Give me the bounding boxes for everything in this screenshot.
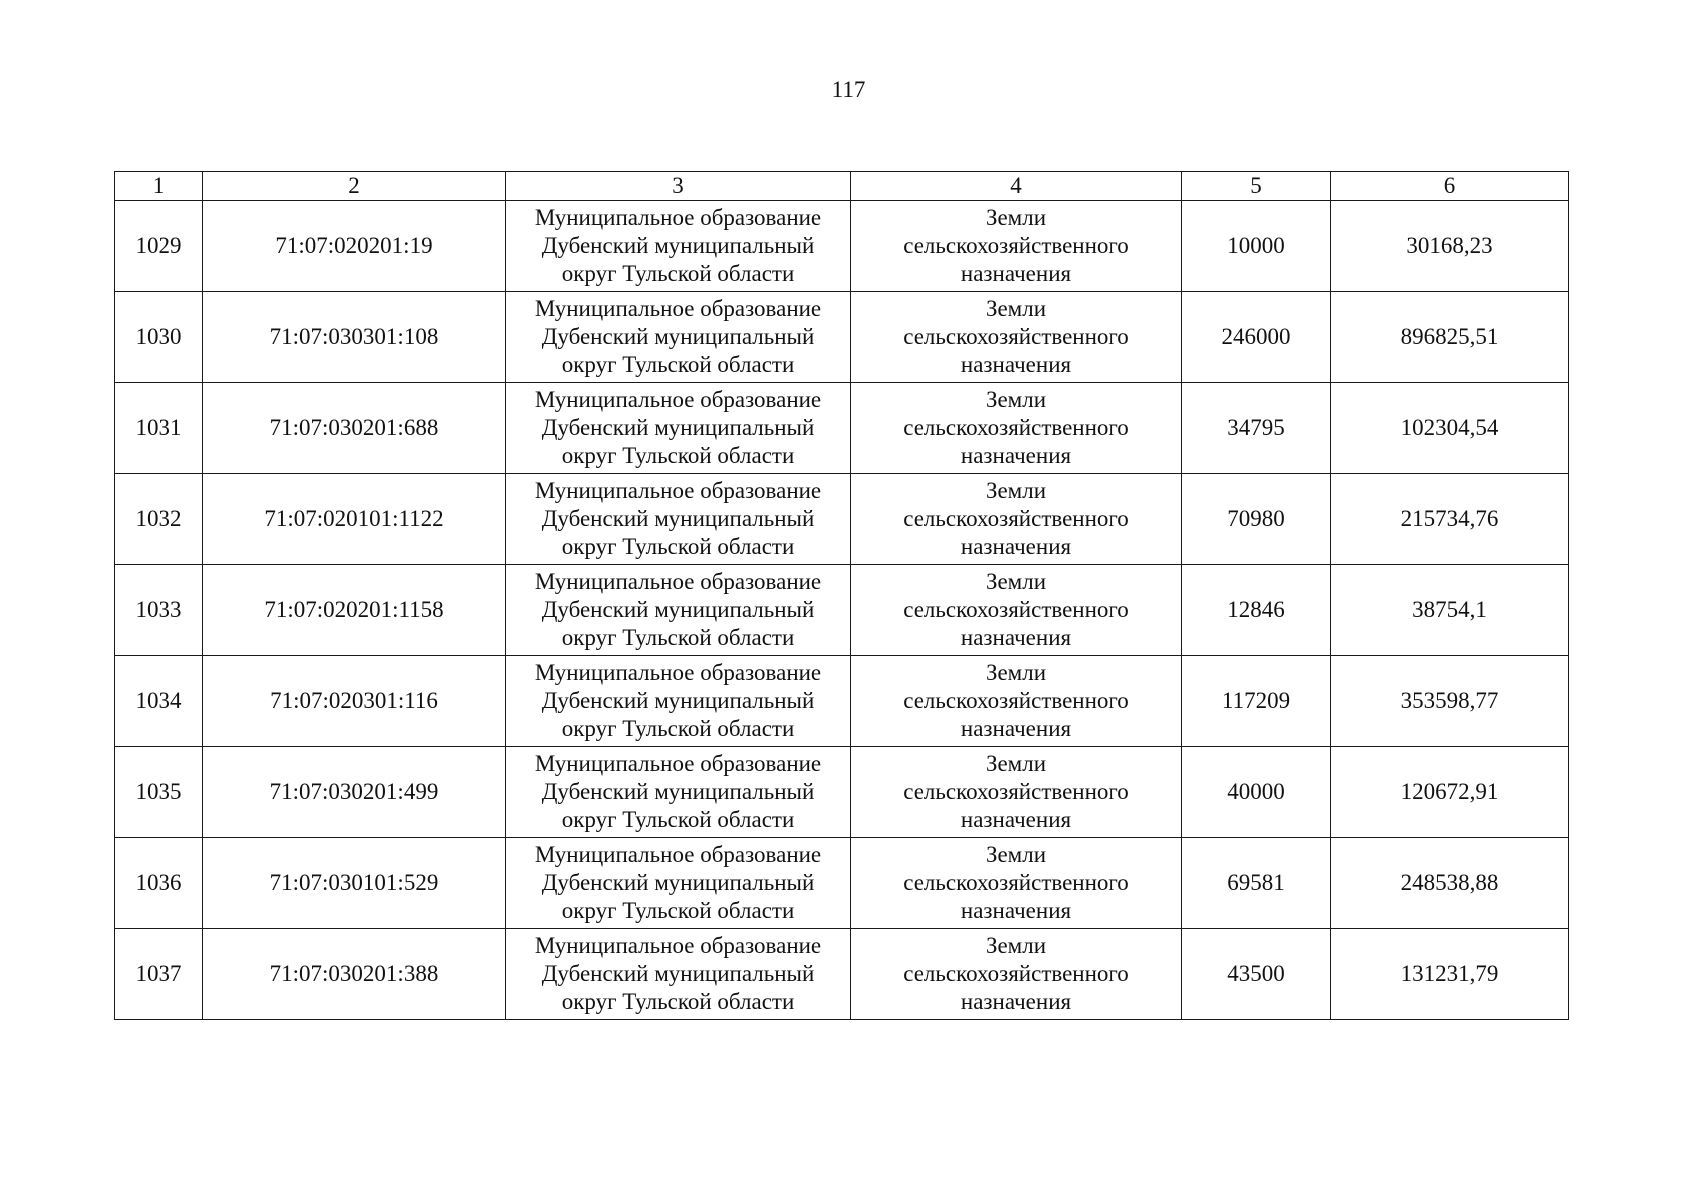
cadastral-number: 71:07:020101:1122 bbox=[264, 506, 444, 531]
land-category-line: назначения bbox=[960, 807, 1072, 832]
cadastral-number: 71:07:030201:688 bbox=[269, 415, 439, 440]
row-number-cell bbox=[115, 474, 203, 565]
land-category-line: сельскохозяйственного bbox=[903, 779, 1129, 804]
cadastral-value-cell bbox=[1331, 292, 1569, 383]
owner-line: Муниципальное образование bbox=[534, 205, 822, 230]
row-number: 1029 bbox=[135, 233, 182, 258]
table-row bbox=[115, 383, 1569, 474]
owner-line: Дубенский муниципальный bbox=[541, 961, 815, 986]
column-header-1: 1 bbox=[115, 172, 203, 201]
cadastral-number: 71:07:030101:529 bbox=[269, 870, 439, 895]
land-category-line: сельскохозяйственного bbox=[903, 961, 1129, 986]
owner-line: округ Тульской области bbox=[561, 898, 795, 923]
owner-cell bbox=[506, 656, 851, 747]
cadastral-number: 71:07:030201:499 bbox=[269, 779, 439, 804]
cadastral-value: 30168,23 bbox=[1406, 233, 1493, 258]
table-row bbox=[115, 656, 1569, 747]
row-number-cell bbox=[115, 383, 203, 474]
cadastral-value: 896825,51 bbox=[1400, 324, 1499, 349]
land-category-cell bbox=[851, 474, 1182, 565]
area-value: 70980 bbox=[1227, 506, 1285, 531]
owner-line: округ Тульской области bbox=[561, 989, 795, 1014]
cadastral-number: 71:07:030301:108 bbox=[269, 324, 439, 349]
land-category-line: сельскохозяйственного bbox=[903, 597, 1129, 622]
owner-line: Дубенский муниципальный bbox=[541, 506, 815, 531]
area-value: 12846 bbox=[1227, 597, 1285, 622]
cadastral-value: 353598,77 bbox=[1400, 688, 1499, 713]
row-number-cell bbox=[115, 201, 203, 292]
owner-line: округ Тульской области bbox=[561, 534, 795, 559]
cadastral-value: 131231,79 bbox=[1400, 961, 1499, 986]
table-body bbox=[115, 201, 1569, 1020]
row-number: 1036 bbox=[135, 870, 182, 895]
owner-line: Дубенский муниципальный bbox=[541, 415, 815, 440]
area-cell bbox=[1182, 838, 1331, 929]
area-value: 40000 bbox=[1227, 779, 1285, 804]
cadastral-number-cell bbox=[203, 929, 506, 1020]
land-category-line: сельскохозяйственного bbox=[903, 870, 1129, 895]
cadastral-number-cell bbox=[203, 747, 506, 838]
land-registry-table bbox=[114, 171, 1569, 1020]
area-cell bbox=[1182, 201, 1331, 292]
area-value: 34795 bbox=[1227, 415, 1285, 440]
land-category-cell bbox=[851, 565, 1182, 656]
area-value: 117209 bbox=[1221, 688, 1291, 713]
land-category-line: сельскохозяйственного bbox=[903, 415, 1129, 440]
row-number: 1037 bbox=[135, 961, 182, 986]
land-category-line: Земли bbox=[985, 842, 1047, 867]
cadastral-value: 215734,76 bbox=[1400, 506, 1499, 531]
area-cell bbox=[1182, 747, 1331, 838]
owner-line: округ Тульской области bbox=[561, 261, 795, 286]
cadastral-number-cell bbox=[203, 474, 506, 565]
owner-line: Муниципальное образование bbox=[534, 751, 822, 776]
cadastral-number-cell bbox=[203, 838, 506, 929]
land-category-line: Земли bbox=[985, 933, 1047, 958]
table-row bbox=[115, 474, 1569, 565]
land-category-line: Земли bbox=[985, 660, 1047, 685]
area-cell bbox=[1182, 292, 1331, 383]
cadastral-number: 71:07:020301:116 bbox=[270, 688, 438, 713]
cadastral-number: 71:07:020201:1158 bbox=[264, 597, 444, 622]
owner-line: округ Тульской области bbox=[561, 807, 795, 832]
land-category-cell bbox=[851, 201, 1182, 292]
owner-line: Муниципальное образование bbox=[534, 569, 822, 594]
cadastral-number: 71:07:020201:19 bbox=[275, 233, 433, 258]
land-category-line: назначения bbox=[960, 625, 1072, 650]
table-row bbox=[115, 565, 1569, 656]
cadastral-value-cell bbox=[1331, 747, 1569, 838]
owner-line: Муниципальное образование bbox=[534, 660, 822, 685]
land-category-line: назначения bbox=[960, 898, 1072, 923]
land-category-line: Земли bbox=[985, 296, 1047, 321]
owner-line: Муниципальное образование bbox=[534, 842, 822, 867]
page-number: 117 bbox=[831, 77, 866, 102]
owner-line: Дубенский муниципальный bbox=[541, 870, 815, 895]
owner-line: Дубенский муниципальный bbox=[541, 688, 815, 713]
cadastral-value: 248538,88 bbox=[1400, 870, 1499, 895]
row-number-cell bbox=[115, 747, 203, 838]
area-cell bbox=[1182, 929, 1331, 1020]
cadastral-value-cell bbox=[1331, 656, 1569, 747]
land-category-cell bbox=[851, 292, 1182, 383]
row-number: 1035 bbox=[135, 779, 182, 804]
table-row bbox=[115, 747, 1569, 838]
area-value: 43500 bbox=[1227, 961, 1285, 986]
owner-cell bbox=[506, 201, 851, 292]
owner-line: Муниципальное образование bbox=[534, 387, 822, 412]
column-header-4: 4 bbox=[851, 172, 1182, 201]
land-category-cell bbox=[851, 383, 1182, 474]
land-category-line: Земли bbox=[985, 751, 1047, 776]
owner-cell bbox=[506, 383, 851, 474]
column-header-3: 3 bbox=[506, 172, 851, 201]
column-header-6: 6 bbox=[1331, 172, 1569, 201]
cadastral-value-cell bbox=[1331, 565, 1569, 656]
cadastral-value-cell bbox=[1331, 929, 1569, 1020]
owner-cell bbox=[506, 838, 851, 929]
land-category-line: сельскохозяйственного bbox=[903, 506, 1129, 531]
column-header-2: 2 bbox=[203, 172, 506, 201]
cadastral-value: 120672,91 bbox=[1400, 779, 1499, 804]
area-value: 10000 bbox=[1227, 233, 1285, 258]
land-category-line: назначения bbox=[960, 261, 1072, 286]
area-cell bbox=[1182, 383, 1331, 474]
cadastral-number-cell bbox=[203, 292, 506, 383]
land-category-line: Земли bbox=[985, 205, 1047, 230]
land-category-line: Земли bbox=[985, 387, 1047, 412]
area-cell bbox=[1182, 656, 1331, 747]
owner-line: округ Тульской области bbox=[561, 352, 795, 377]
land-category-line: сельскохозяйственного bbox=[903, 233, 1129, 258]
owner-line: Муниципальное образование bbox=[534, 296, 822, 321]
owner-line: Дубенский муниципальный bbox=[541, 233, 815, 258]
cadastral-value-cell bbox=[1331, 474, 1569, 565]
owner-line: округ Тульской области bbox=[561, 716, 795, 741]
table-row bbox=[115, 838, 1569, 929]
row-number: 1034 bbox=[135, 688, 182, 713]
row-number: 1032 bbox=[135, 506, 182, 531]
land-category-line: сельскохозяйственного bbox=[903, 324, 1129, 349]
table-header bbox=[115, 172, 1569, 201]
row-number-cell bbox=[115, 929, 203, 1020]
area-value: 69581 bbox=[1227, 870, 1285, 895]
land-category-line: назначения bbox=[960, 716, 1072, 741]
cadastral-value: 102304,54 bbox=[1400, 415, 1499, 440]
land-category-line: Земли bbox=[985, 569, 1047, 594]
row-number-cell bbox=[115, 565, 203, 656]
cadastral-number-cell bbox=[203, 201, 506, 292]
owner-line: Дубенский муниципальный bbox=[541, 324, 815, 349]
cadastral-value-cell bbox=[1331, 201, 1569, 292]
area-value: 246000 bbox=[1221, 324, 1291, 349]
row-number-cell bbox=[115, 838, 203, 929]
owner-cell bbox=[506, 929, 851, 1020]
row-number: 1033 bbox=[135, 597, 182, 622]
column-header-5: 5 bbox=[1182, 172, 1331, 201]
area-cell bbox=[1182, 474, 1331, 565]
land-category-line: назначения bbox=[960, 352, 1072, 377]
owner-cell bbox=[506, 474, 851, 565]
cadastral-value: 38754,1 bbox=[1412, 597, 1487, 622]
owner-line: округ Тульской области bbox=[561, 443, 795, 468]
land-category-cell bbox=[851, 929, 1182, 1020]
area-cell bbox=[1182, 565, 1331, 656]
row-number: 1030 bbox=[135, 324, 182, 349]
land-category-cell bbox=[851, 838, 1182, 929]
land-category-line: сельскохозяйственного bbox=[903, 688, 1129, 713]
owner-line: округ Тульской области bbox=[561, 625, 795, 650]
row-number: 1031 bbox=[135, 415, 182, 440]
cadastral-number: 71:07:030201:388 bbox=[269, 961, 439, 986]
cadastral-number-cell bbox=[203, 383, 506, 474]
owner-line: Муниципальное образование bbox=[534, 478, 822, 503]
owner-line: Дубенский муниципальный bbox=[541, 597, 815, 622]
land-category-cell bbox=[851, 747, 1182, 838]
owner-line: Муниципальное образование bbox=[534, 933, 822, 958]
land-category-line: назначения bbox=[960, 989, 1072, 1014]
land-category-line: назначения bbox=[960, 443, 1072, 468]
row-number-cell bbox=[115, 656, 203, 747]
owner-line: Дубенский муниципальный bbox=[541, 779, 815, 804]
table-row bbox=[115, 929, 1569, 1020]
land-category-line: назначения bbox=[960, 534, 1072, 559]
owner-cell bbox=[506, 747, 851, 838]
table-row bbox=[115, 201, 1569, 292]
cadastral-value-cell bbox=[1331, 383, 1569, 474]
owner-cell bbox=[506, 292, 851, 383]
owner-cell bbox=[506, 565, 851, 656]
land-category-cell bbox=[851, 656, 1182, 747]
land-category-line: Земли bbox=[985, 478, 1047, 503]
table-row bbox=[115, 292, 1569, 383]
cadastral-number-cell bbox=[203, 565, 506, 656]
row-number-cell bbox=[115, 292, 203, 383]
header-row bbox=[115, 172, 1569, 201]
cadastral-value-cell bbox=[1331, 838, 1569, 929]
cadastral-number-cell bbox=[203, 656, 506, 747]
